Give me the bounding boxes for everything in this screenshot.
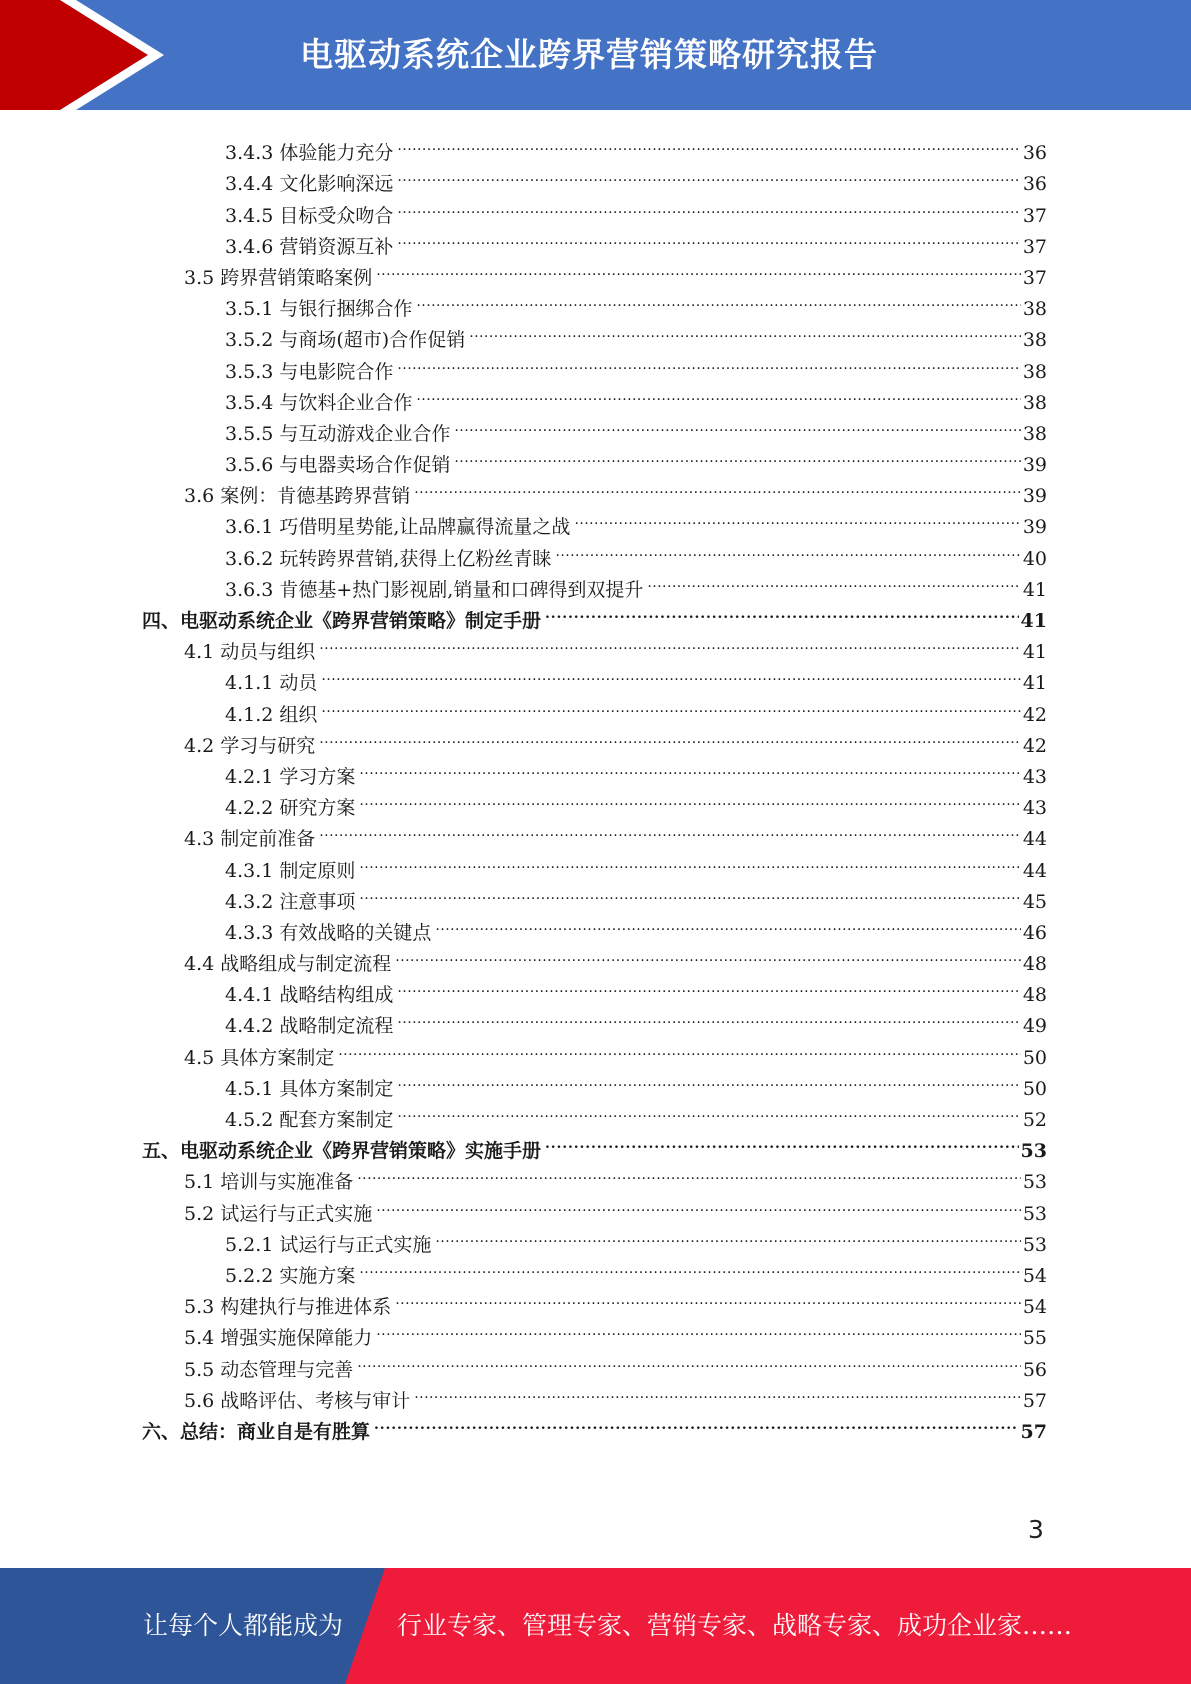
toc-entry-label: 五、电驱动系统企业《跨界营销策略》实施手册	[142, 1140, 542, 1163]
toc-entry-page: 44	[1022, 828, 1047, 851]
toc-dot-leader	[397, 1064, 1020, 1095]
page-header	[0, 0, 1191, 110]
toc-entry-page: 36	[1022, 142, 1047, 165]
toc-entry-page: 38	[1022, 329, 1047, 352]
report-title: 电驱动系统企业跨界营销策略研究报告	[300, 35, 878, 74]
toc-entry[interactable]	[142, 128, 1047, 165]
toc-entry-page: 48	[1022, 984, 1047, 1007]
toc-entry-page: 53	[1022, 1171, 1047, 1194]
toc-entry-label: 4.4.1 战略结构组成	[225, 984, 394, 1007]
toc-dot-leader	[397, 1095, 1020, 1126]
toc-entry-label: 4.5.2 配套方案制定	[225, 1109, 394, 1131]
toc-entry-page: 38	[1022, 298, 1047, 321]
toc-entry-page: 54	[1022, 1296, 1047, 1319]
toc-dot-leader	[357, 1344, 1021, 1375]
toc-dot-leader	[319, 627, 1021, 658]
toc-dot-leader	[319, 721, 1021, 752]
toc-entry-label: 四、电驱动系统企业《跨界营销策略》制定手册	[142, 610, 542, 632]
toc-dot-leader	[376, 253, 1021, 284]
toc-dot-leader	[397, 970, 1020, 1001]
toc-entry-label: 4.4.2 战略制定流程	[225, 1015, 394, 1038]
toc-entry-page: 57	[1020, 1420, 1047, 1443]
toc-entry-label: 5.2.1 试运行与正式实施	[225, 1233, 432, 1256]
toc-entry-label: 4.3 制定前准备	[184, 828, 316, 851]
toc-entry-label: 3.5.1 与银行捆绑合作	[225, 298, 413, 321]
toc-dot-leader	[376, 1313, 1021, 1344]
toc-entry-label: 3.4.4 文化影响深远	[225, 173, 394, 196]
toc-entry-label: 5.5 动态管理与完善	[184, 1358, 354, 1381]
toc-dot-leader	[454, 440, 1020, 471]
toc-entry-label: 5.1 培训与实施准备	[184, 1171, 354, 1194]
toc-entry-page: 46	[1022, 921, 1047, 944]
toc-entry-label: 3.5 跨界营销策略案例	[184, 266, 373, 289]
toc-dot-leader	[414, 1376, 1021, 1407]
toc-dot-leader	[357, 1157, 1021, 1188]
table-of-contents	[142, 128, 1047, 1443]
toc-entry-page: 37	[1022, 266, 1047, 289]
toc-dot-leader	[321, 658, 1020, 689]
toc-entry-label: 5.2.2 实施方案	[225, 1264, 356, 1287]
toc-entry-page: 38	[1022, 422, 1047, 445]
toc-entry-label: 5.4 增强实施保障能力	[184, 1327, 373, 1350]
toc-dot-leader	[338, 1032, 1021, 1063]
toc-dot-leader	[397, 128, 1020, 159]
toc-entry-label: 4.3.2 注意事项	[225, 890, 356, 913]
toc-entry-page: 41	[1022, 578, 1047, 601]
toc-entry-label: 3.6 案例：肯德基跨界营销	[184, 485, 411, 508]
toc-dot-leader	[469, 315, 1021, 346]
toc-entry-page: 53	[1022, 1202, 1047, 1225]
toc-entry-label: 5.3 构建执行与推进体系	[184, 1296, 392, 1319]
toc-entry-page: 39	[1022, 454, 1047, 477]
toc-entry-label: 5.2 试运行与正式实施	[184, 1202, 373, 1225]
toc-entry-page: 50	[1022, 1077, 1047, 1100]
toc-dot-leader	[545, 596, 1019, 627]
toc-entry-page: 43	[1022, 797, 1047, 820]
toc-entry-page: 42	[1022, 703, 1047, 726]
toc-dot-leader	[395, 939, 1021, 970]
toc-entry-page: 40	[1022, 547, 1047, 570]
toc-dot-leader	[321, 689, 1020, 720]
toc-entry-page: 39	[1022, 516, 1047, 539]
toc-entry-page: 49	[1022, 1015, 1047, 1038]
toc-dot-leader	[395, 1282, 1021, 1313]
toc-entry-page: 38	[1022, 391, 1047, 414]
toc-entry-label: 3.6.3 肯德基+热门影视剧,销量和口碑得到双提升	[225, 578, 644, 601]
toc-dot-leader	[359, 1251, 1020, 1282]
toc-entry-label: 3.5.5 与互动游戏企业合作	[225, 422, 451, 445]
toc-entry-page: 42	[1022, 734, 1047, 757]
footer-slogan-right: 行业专家、管理专家、营销专家、战略专家、成功企业家……	[397, 1611, 1073, 1640]
page-footer	[0, 1568, 1191, 1684]
toc-entry-label: 4.5 具体方案制定	[184, 1046, 335, 1069]
toc-entry-label: 4.2.2 研究方案	[225, 797, 356, 820]
toc-entry-page: 55	[1022, 1327, 1047, 1350]
toc-entry-page: 48	[1022, 953, 1047, 976]
toc-entry-page: 37	[1022, 235, 1047, 258]
toc-entry-page: 57	[1022, 1389, 1047, 1412]
page-number: 3	[1028, 1515, 1044, 1544]
toc-entry-label: 3.4.5 目标受众吻合	[225, 204, 394, 227]
toc-dot-leader	[376, 1188, 1021, 1219]
toc-entry-page: 45	[1022, 890, 1047, 913]
toc-entry-label: 3.5.4 与饮料企业合作	[225, 391, 413, 414]
footer-slogan-left: 让每个人都能成为	[143, 1611, 344, 1640]
toc-entry-page: 43	[1022, 765, 1047, 788]
toc-entry-label: 4.1.1 动员	[225, 672, 318, 695]
toc-dot-leader	[545, 1126, 1019, 1157]
toc-entry-label: 3.4.6 营销资源互补	[225, 235, 394, 258]
toc-entry-page: 54	[1022, 1264, 1047, 1287]
toc-dot-leader	[435, 1220, 1020, 1251]
toc-dot-leader	[359, 877, 1020, 908]
toc-entry-label: 4.3.3 有效战略的关键点	[225, 921, 432, 944]
toc-dot-leader	[416, 378, 1020, 409]
toc-entry-page: 41	[1020, 610, 1047, 632]
toc-dot-leader	[435, 908, 1020, 939]
toc-dot-leader	[574, 502, 1020, 533]
toc-dot-leader	[414, 471, 1021, 502]
toc-entry-label: 4.5.1 具体方案制定	[225, 1077, 394, 1100]
toc-entry-label: 4.2.1 学习方案	[225, 765, 356, 788]
toc-dot-leader	[555, 533, 1020, 564]
toc-entry-page: 39	[1022, 485, 1047, 508]
toc-entry-label: 4.3.1 制定原则	[225, 859, 356, 882]
toc-dot-leader	[359, 752, 1020, 783]
toc-dot-leader	[359, 783, 1020, 814]
toc-entry-label: 3.5.6 与电器卖场合作促销	[225, 454, 451, 477]
toc-entry-page: 41	[1022, 641, 1047, 664]
toc-dot-leader	[397, 190, 1020, 221]
toc-entry-page: 53	[1020, 1140, 1047, 1163]
toc-dot-leader	[454, 409, 1020, 440]
toc-dot-leader	[416, 284, 1020, 315]
toc-entry-label: 3.5.3 与电影院合作	[225, 360, 394, 383]
toc-entry-page: 53	[1022, 1233, 1047, 1256]
toc-entry-page: 41	[1022, 672, 1047, 695]
toc-entry-page: 52	[1022, 1109, 1047, 1131]
toc-entry-label: 4.4 战略组成与制定流程	[184, 953, 392, 976]
toc-dot-leader	[359, 845, 1020, 876]
toc-entry-label: 3.4.3 体验能力充分	[225, 142, 394, 165]
toc-entry-page: 37	[1022, 204, 1047, 227]
toc-entry-label: 3.5.2 与商场(超市)合作促销	[225, 329, 466, 352]
toc-dot-leader	[397, 222, 1020, 253]
toc-dot-leader	[319, 814, 1021, 845]
toc-entry-label: 六、总结：商业自是有胜算	[142, 1420, 371, 1443]
toc-dot-leader	[397, 1001, 1020, 1032]
toc-entry-page: 50	[1022, 1046, 1047, 1069]
toc-entry-page: 36	[1022, 173, 1047, 196]
toc-entry-page: 56	[1022, 1358, 1047, 1381]
toc-entry-label: 4.2 学习与研究	[184, 734, 316, 757]
toc-dot-leader	[397, 346, 1020, 377]
toc-entry-page: 44	[1022, 859, 1047, 882]
toc-entry-page: 38	[1022, 360, 1047, 383]
toc-entry-label: 4.1.2 组织	[225, 703, 318, 726]
toc-dot-leader	[647, 565, 1020, 596]
toc-dot-leader	[374, 1407, 1019, 1438]
toc-entry-label: 5.6 战略评估、考核与审计	[184, 1389, 411, 1412]
toc-entry-label: 3.6.2 玩转跨界营销,获得上亿粉丝青睐	[225, 547, 552, 570]
toc-entry-label: 3.6.1 巧借明星势能,让品牌赢得流量之战	[225, 516, 571, 539]
toc-entry-label: 4.1 动员与组织	[184, 641, 316, 664]
toc-dot-leader	[397, 159, 1020, 190]
